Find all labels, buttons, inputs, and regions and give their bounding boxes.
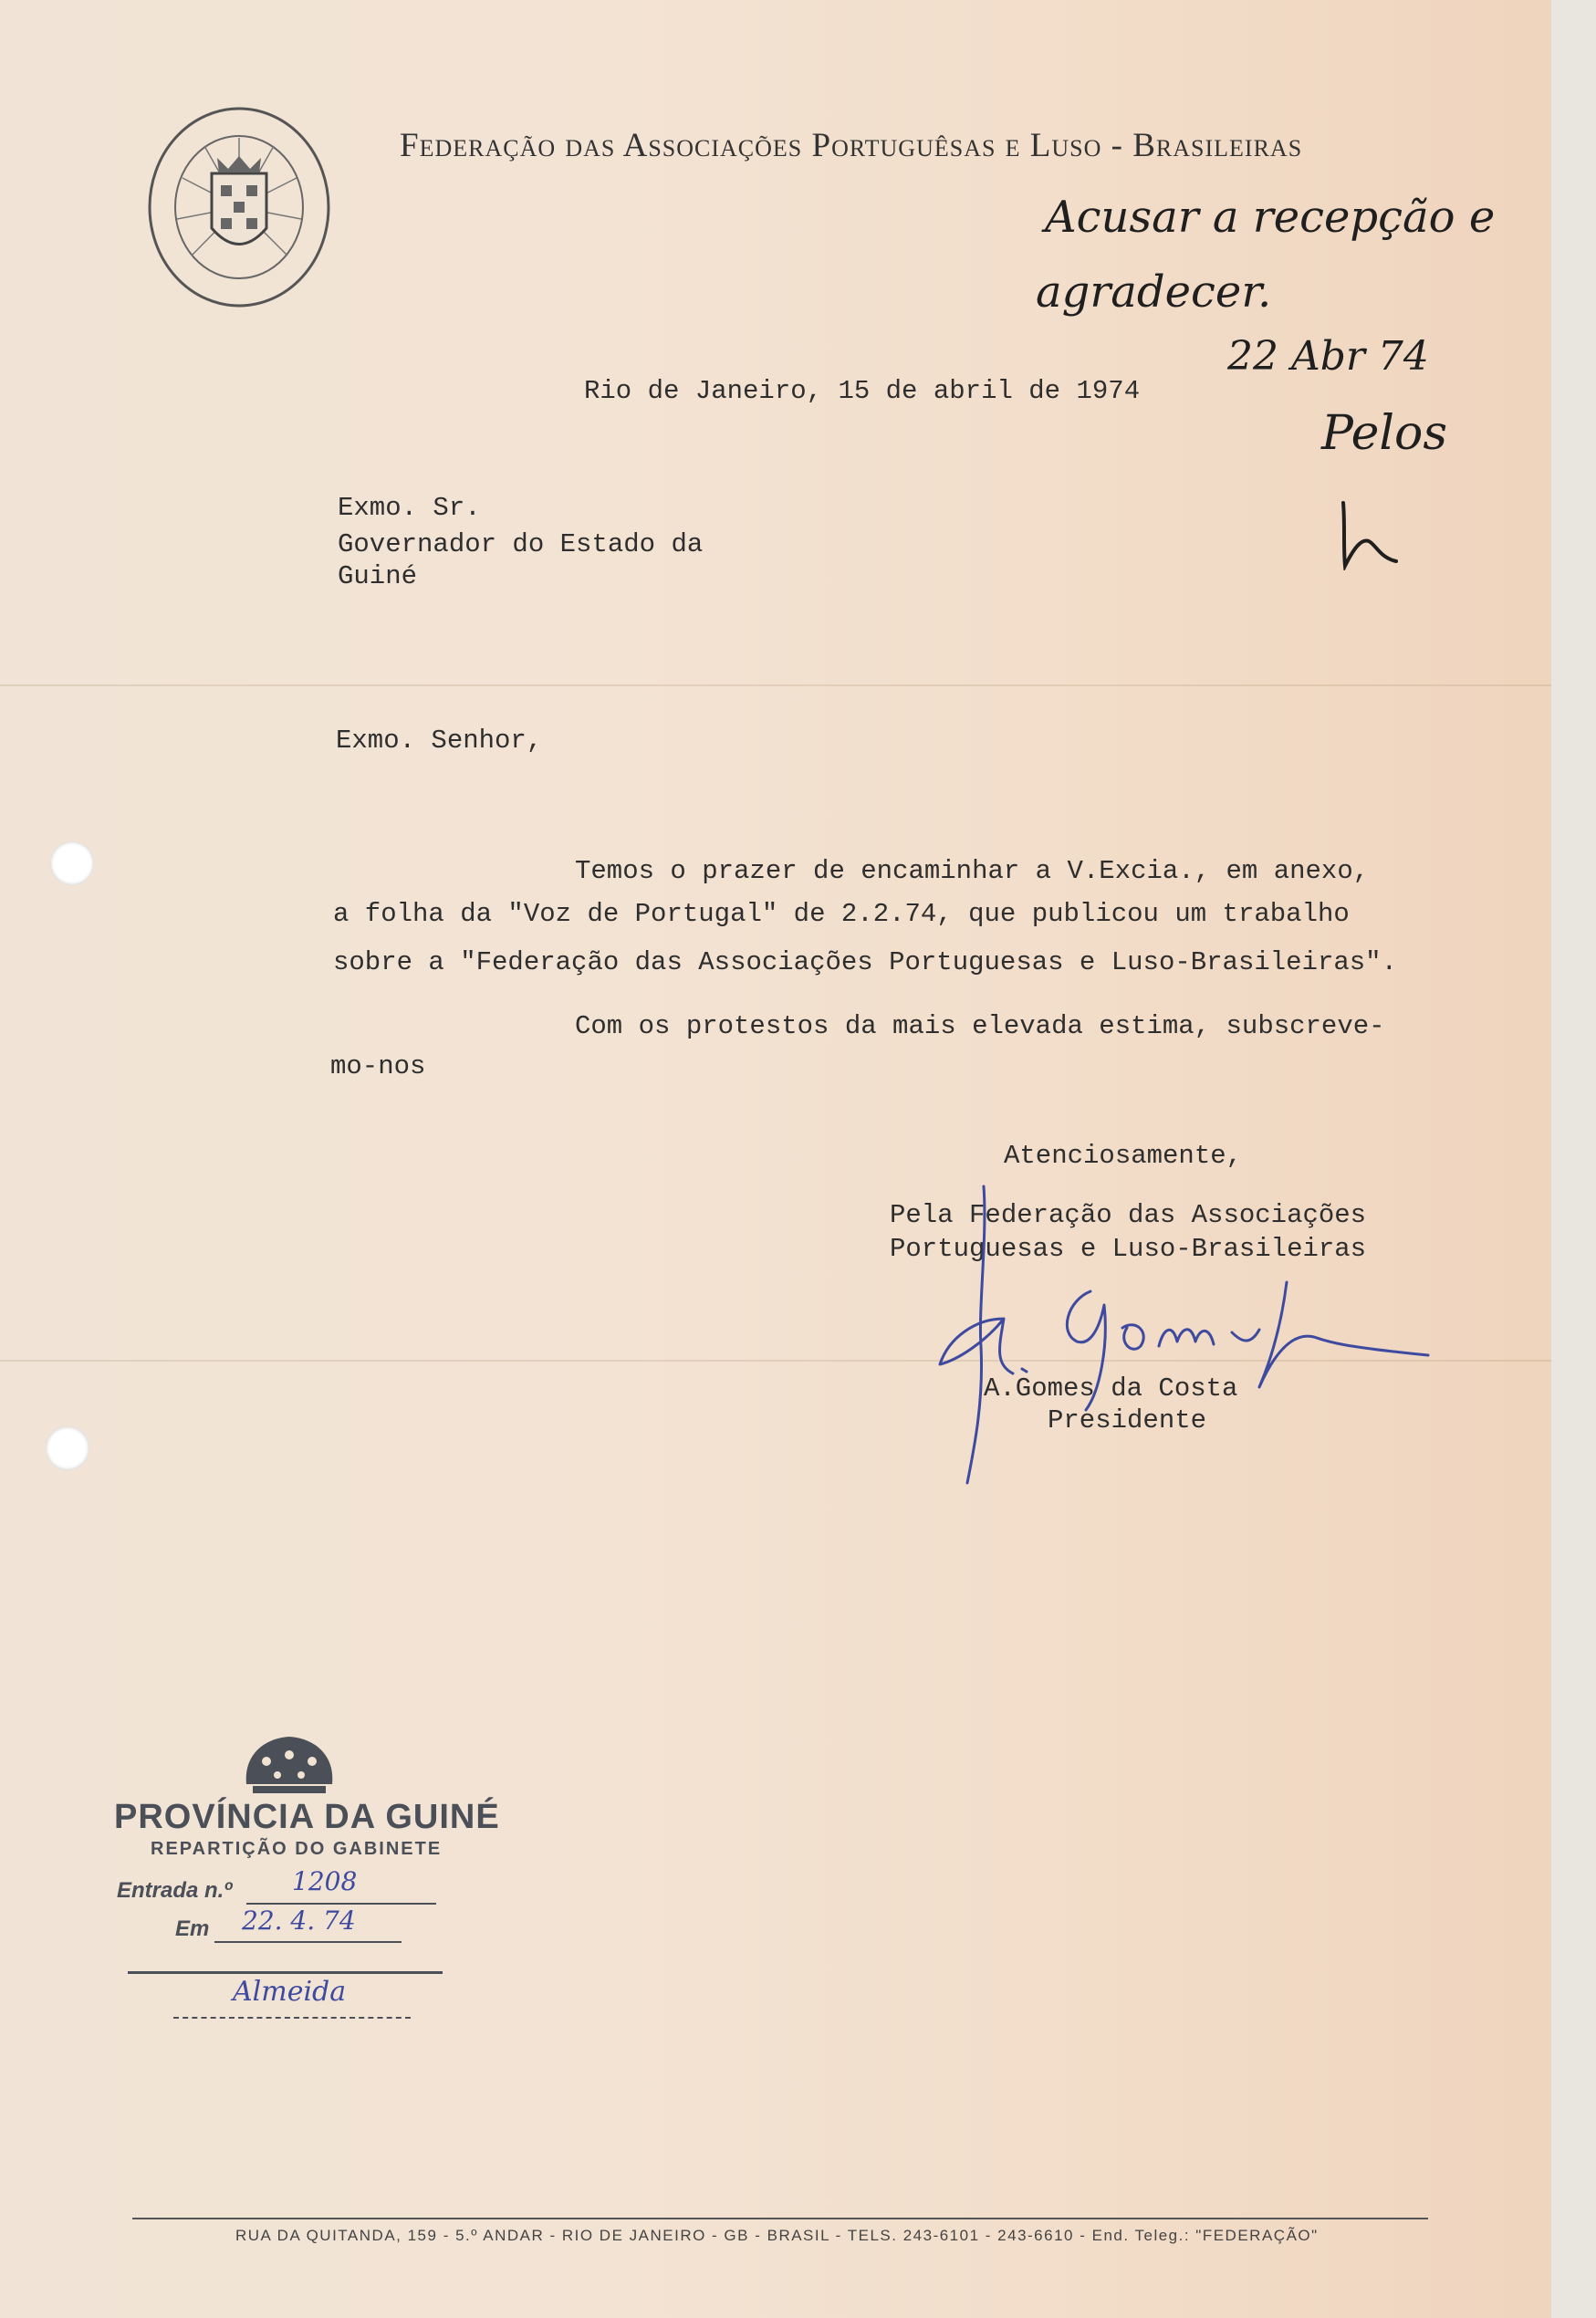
annotation-mark-icon	[1332, 497, 1405, 570]
federation-seal-icon	[146, 105, 333, 310]
date-line: Rio de Janeiro, 15 de abril de 1974	[584, 376, 1141, 406]
stamp-entry-underline	[246, 1903, 436, 1905]
body-paragraph-1-line-3: sobre a "Federação das Associações Portuguesas e Luso-Brasileiras".	[333, 947, 1397, 977]
closing-organization-line-1: Pela Federação das Associações	[890, 1200, 1367, 1230]
stamp-date-label: Em	[175, 1916, 210, 1941]
scan-background-edge	[1551, 0, 1596, 2318]
stamp-date-value: 22. 4. 74	[242, 1906, 356, 1936]
annotation-line-2: agradecer.	[1036, 266, 1272, 318]
body-paragraph-2-line-1: Com os protestos da mais elevada estima, subscreve-	[575, 1011, 1385, 1041]
signer-title: Presidente	[1048, 1405, 1207, 1436]
closing-line: Atenciosamente,	[1004, 1141, 1243, 1171]
annotation-initials: Pelos	[1321, 406, 1448, 461]
stamp-initials: Almeida	[233, 1976, 347, 2008]
recipient-line-2: Governador do Estado da	[338, 529, 704, 559]
recipient-line-1: Exmo. Sr.	[338, 493, 481, 523]
fold-line-top	[0, 684, 1570, 686]
stamp-dotted-line	[173, 2017, 411, 2019]
body-paragraph-1-line-2: a folha da "Voz de Portugal" de 2.2.74, que publicou um trabalho	[333, 899, 1350, 929]
stamp-date-underline	[214, 1941, 402, 1943]
body-paragraph-1-line-1: Temos o prazer de encaminhar a V.Excia., em anexo,	[575, 856, 1370, 886]
stamp-title: PROVÍNCIA DA GUINÉ	[114, 1798, 500, 1836]
signature-icon	[931, 1182, 1442, 1492]
footer-rule	[132, 2218, 1428, 2219]
punch-hole-upper	[50, 841, 94, 885]
signer-name: A.Gomes da Costa	[984, 1373, 1238, 1404]
stamp-entry-number: 1208	[292, 1866, 358, 1896]
closing-organization-line-2: Portuguesas e Luso-Brasileiras	[890, 1234, 1367, 1264]
stamp-entry-label: Entrada n.º	[117, 1878, 233, 1903]
salutation: Exmo. Senhor,	[336, 726, 543, 756]
annotation-line-1: Acusar a recepção e	[1045, 192, 1496, 243]
footer-address: RUA DA QUITANDA, 159 - 5.º ANDAR - RIO DE JANEIRO - GB - BRASIL - TELS. 243-6101 - 243-6610 - End. Teleg.: "FEDERAÇÃO"	[235, 2227, 1319, 2244]
annotation-date: 22 Abr 74	[1227, 333, 1429, 380]
stamp-separator-line	[128, 1971, 443, 1974]
letterhead-title: Federação das Associações Portuguêsas e Luso - Brasileiras	[400, 127, 1303, 164]
punch-hole-lower	[46, 1426, 89, 1470]
stamp-subtitle: REPARTIÇÃO DO GABINETE	[151, 1839, 443, 1859]
body-paragraph-2-line-2: mo-nos	[330, 1051, 426, 1081]
stamp-emblem-icon	[239, 1729, 339, 1798]
recipient-line-3: Guiné	[338, 561, 418, 591]
